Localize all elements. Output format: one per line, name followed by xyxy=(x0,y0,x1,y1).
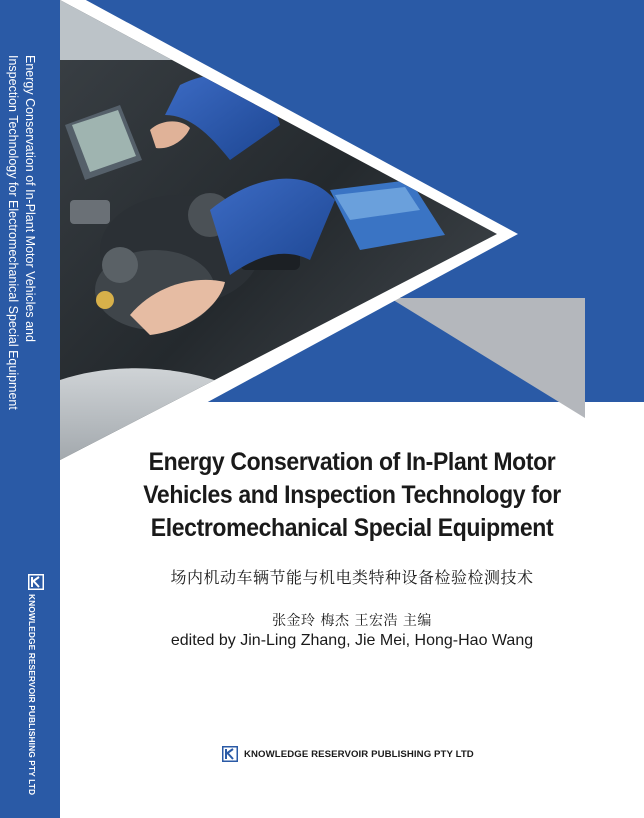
cover-title-line-2: Vehicles and Inspection Technology for xyxy=(143,481,561,509)
spine-publisher-logo-icon xyxy=(28,574,44,590)
cover-title xyxy=(60,446,644,545)
spine-publisher: KNOWLEDGE RESERVOIR PUBLISHING PTY LTD xyxy=(27,594,37,796)
publisher-imprint xyxy=(222,745,474,763)
cover-graphic-art xyxy=(60,0,644,470)
cover-graphic xyxy=(60,0,644,470)
cover-title-line-3: Electromechanical Special Equipment xyxy=(150,514,554,542)
kr-logo-icon xyxy=(222,746,238,762)
book-spine xyxy=(0,0,60,818)
publisher-name: KNOWLEDGE RESERVOIR PUBLISHING PTY LTD xyxy=(244,748,474,760)
english-editors: edited by Jin-Ling Zhang, Jie Mei, Hong-Hao Wang xyxy=(170,632,534,649)
chinese-subtitle: 场内机动车辆节能与机电类特种设备检验检测技术 xyxy=(170,568,534,587)
spine-title-line-2: Inspection Technology for Electromechanical Special Equipment xyxy=(6,55,20,410)
cover-title-line-1: Energy Conservation of In-Plant Motor xyxy=(148,448,556,476)
chinese-editors: 张金玲 梅杰 王宏浩 主编 xyxy=(272,613,432,629)
spine-title xyxy=(4,55,38,410)
spine-title-line-1: Energy Conservation of In-Plant Motor Vehicles and xyxy=(23,55,37,342)
